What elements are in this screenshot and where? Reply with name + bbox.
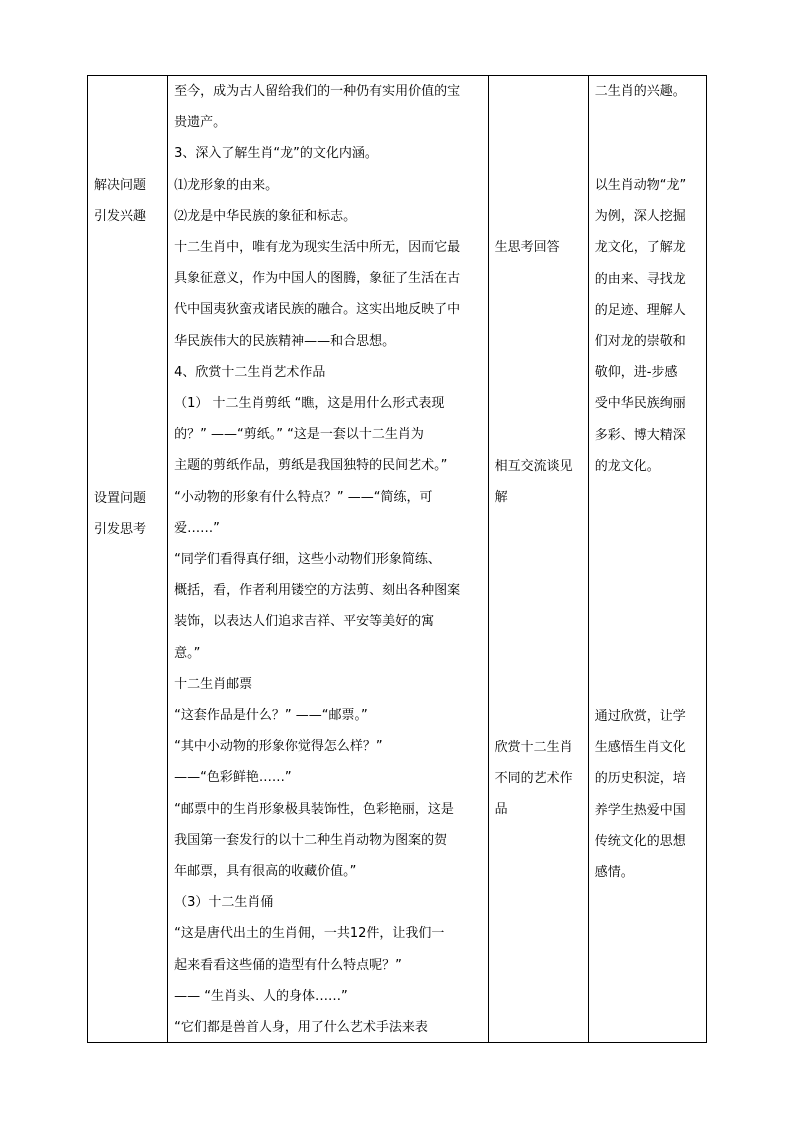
- content-line: —— “生肖头、人的身体……”: [174, 988, 348, 1004]
- content-line: “这套作品是什么？” ——“邮票。”: [174, 708, 368, 724]
- intent-line: 多彩、博大精深: [594, 427, 686, 443]
- design-intent-2: [595, 170, 704, 482]
- design-intent-1: [595, 76, 704, 107]
- content-line: 爱……”: [174, 520, 220, 536]
- intent-line: 感情。: [594, 865, 634, 881]
- table-row: [88, 76, 707, 1043]
- content-line: 4、欣赏十二生肖艺术作品: [174, 364, 326, 380]
- content-line: 代中国夷狄蛮戎诸民族的融合。这实出地反映了中: [174, 302, 461, 318]
- intent-line: 的龙文化。: [594, 458, 660, 474]
- content-line: （3）十二生肖俑: [174, 895, 274, 911]
- content-line: 十二生肖邮票: [174, 676, 253, 692]
- content-line: “这是唐代出土的生肖佣，一共12件，让我们一: [174, 926, 445, 942]
- intent-line: 生感悟生肖文化: [594, 740, 686, 756]
- activity-line: 不同的艺术作: [494, 771, 573, 787]
- stage-line: 引发思考: [94, 522, 147, 538]
- content-line: 起来看看这些俑的造型有什么特点呢？”: [174, 957, 402, 973]
- student-activity-cell: [488, 76, 588, 1043]
- content-line: （1） 十二生肖剪纸 “瞧，这是用什么形式表现: [174, 396, 445, 412]
- stage-line: 解决问题: [94, 178, 147, 193]
- activity-line: 解: [494, 490, 508, 506]
- content-line: 贵遗产。: [174, 115, 227, 131]
- content-line: 十二生肖中，唯有龙为现实生活中所无，因而它最: [174, 240, 461, 256]
- stage-line: 引发兴趣: [94, 209, 147, 225]
- content-line: “小动物的形象有什么特点？” ——“简练，可: [174, 489, 433, 505]
- student-activity-3: [495, 732, 586, 826]
- content-line: 的？” ——“剪纸。” “这是一套以十二生肖为: [174, 427, 424, 443]
- intent-line: 龙文化，了解龙: [594, 240, 686, 256]
- content-line: 主题的剪纸作品，剪纸是我国独特的民间艺术。”: [174, 458, 448, 474]
- intent-line: 以生肖动物“龙”: [594, 178, 687, 193]
- content-line: “同学们看得真仔细，这些小动物们形象简练、: [174, 552, 441, 568]
- content-line: 我国第一套发行的以十二种生肖动物为图案的贺: [174, 832, 448, 848]
- content-line: ——“色彩鲜艳……”: [174, 770, 292, 786]
- content-line: 意。”: [174, 645, 201, 661]
- content-line: 概括，看，作者利用镂空的方法剪、刻出各种图案: [174, 583, 461, 599]
- content-line: “邮票中的生肖形象极具装饰性，色彩艳丽，这是: [174, 801, 454, 817]
- intent-line: 的历史积淀，培: [594, 771, 686, 787]
- content-line: ⑴龙形象的由来。: [174, 177, 279, 193]
- intent-line: 的足迹、理解人: [594, 302, 686, 318]
- intent-line: 受中华民族绚丽: [594, 396, 686, 412]
- lesson-plan-table: [87, 75, 707, 1043]
- intent-line: 通过欣赏，让学: [594, 709, 686, 724]
- student-activity-1: [495, 232, 586, 263]
- intent-line: 们对龙的崇敬和: [594, 334, 686, 350]
- design-intent-3: [595, 701, 704, 888]
- activity-line: 欣赏十二生肖: [494, 740, 573, 755]
- activity-line: 相互交流谈见: [494, 459, 573, 474]
- activity-line: 品: [494, 802, 508, 818]
- stage-label-2: [94, 483, 165, 545]
- intent-line: 传统文化的思想: [594, 833, 686, 849]
- content-line: ⑵龙是中华民族的象征和标志。: [174, 208, 357, 224]
- content-line: “它们都是兽首人身，用了什么艺术手法来表: [174, 1020, 428, 1036]
- stage-cell: [88, 76, 168, 1043]
- intent-line: 敬仰，进-步感: [594, 365, 678, 381]
- content-cell: [168, 76, 489, 1043]
- intent-line: 的由来、寻找龙: [594, 271, 686, 287]
- activity-line: 生思考回答: [494, 240, 560, 255]
- design-intent-cell: [588, 76, 706, 1043]
- content-line: 3、深入了解生肖“龙”的文化内涵。: [174, 146, 378, 162]
- student-activity-2: [495, 451, 586, 513]
- content-line: 装饰，以表达人们追求吉祥、平安等美好的寓: [174, 614, 435, 630]
- content-line: 至今，成为古人留给我们的一种仍有实用价值的宝: [174, 84, 461, 99]
- stage-label-1: [94, 170, 165, 232]
- intent-line: 为例，深人挖掘: [594, 209, 686, 225]
- content-line: 华民族伟大的民族精神——和合思想。: [174, 333, 396, 349]
- stage-line: 设置问题: [94, 491, 147, 506]
- content-line: “其中小动物的形象你觉得怎么样？”: [174, 739, 383, 755]
- intent-line: 养学生热爱中国: [594, 802, 686, 818]
- content-line: 具象征意义，作为中国人的图腾，象征了生活在古: [174, 271, 461, 287]
- content-line: 年邮票，具有很高的收藏价值。”: [174, 864, 357, 880]
- intent-line: 二生肖的兴趣。: [594, 84, 686, 99]
- content-lines: [168, 76, 488, 1042]
